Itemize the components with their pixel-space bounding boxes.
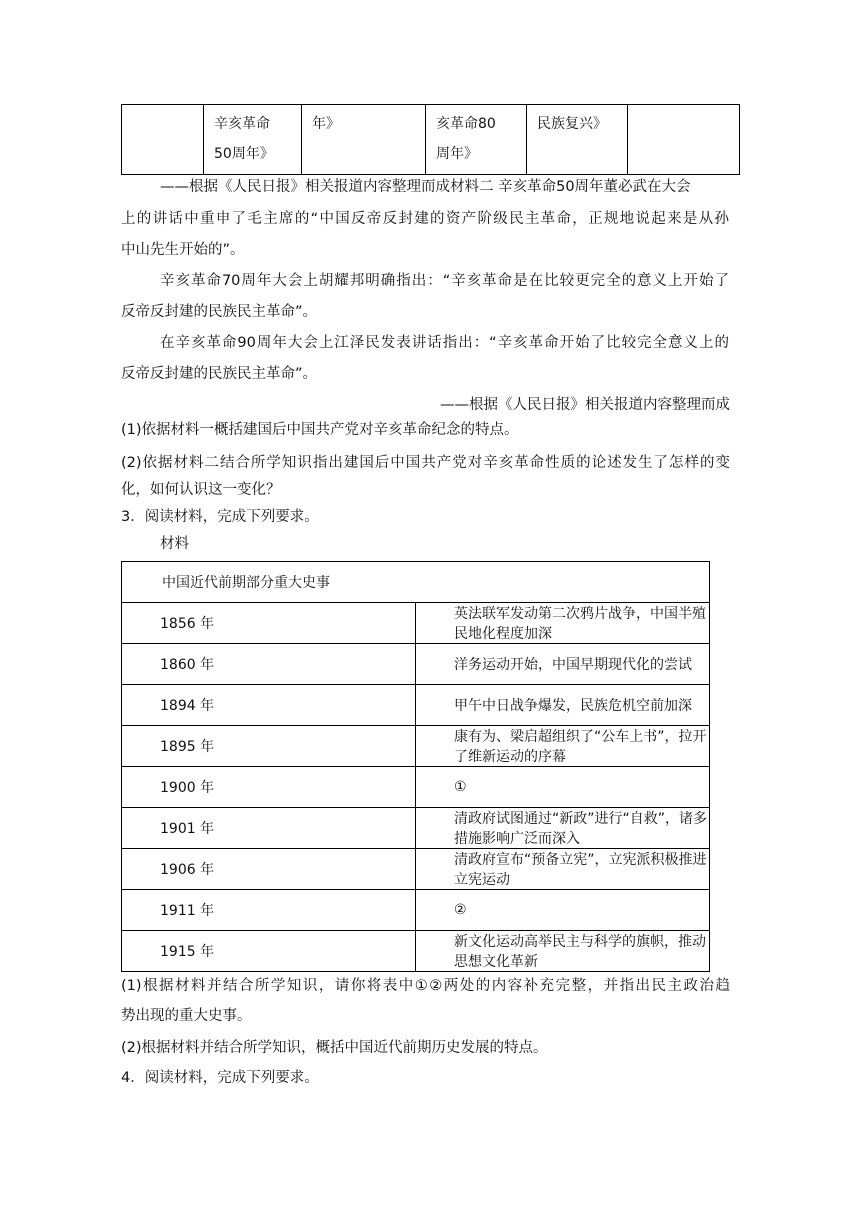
question-3-1-line: (1)根据材料并结合所学知识，请你将表中①②两处的内容补充完整，并指出民主政治趋 [121, 978, 730, 994]
table-row [122, 767, 710, 808]
year-cell: 1894 年 [122, 685, 416, 726]
event-cell: 甲午中日战争爆发，民族危机空前加深 [416, 685, 710, 726]
table-cell [628, 105, 740, 175]
event-cell: 清政府试图通过“新政”进行“自救”，诸多措施影响广泛而深入 [416, 808, 710, 849]
event-cell: 清政府宣布“预备立宪”，立宪派积极推进立宪运动 [416, 849, 710, 890]
event-cell: 康有为、梁启超组织了“公车上书”，拉开了维新运动的序幕 [416, 726, 710, 767]
table-row [122, 931, 710, 972]
question-1: (1)依据材料一概括建国后中国共产党对辛亥革命纪念的特点。 [121, 422, 519, 438]
event-cell: 英法联军发动第二次鸦片战争，中国半殖民地化程度加深 [416, 603, 710, 644]
source-note: ——根据《人民日报》相关报道内容整理而成 [160, 179, 450, 195]
paragraph-line: 在辛亥革命90周年大会上江泽民发表讲话指出：“辛亥革命开始了比较完全意义上的 [160, 335, 729, 351]
year-cell: 1901 年 [122, 808, 416, 849]
source-note: ——根据《人民日报》相关报道内容整理而成 [440, 397, 730, 413]
table-row [122, 644, 710, 685]
event-cell-blank-2: ② [416, 890, 710, 931]
material-label: 材料 [160, 536, 189, 552]
table-row [122, 890, 710, 931]
year-cell: 1900 年 [122, 767, 416, 808]
year-cell: 1911 年 [122, 890, 416, 931]
anniversary-table-fragment [121, 104, 740, 175]
events-table [121, 561, 710, 972]
table-cell: 民族复兴》 [527, 105, 628, 175]
table-row [122, 726, 710, 767]
year-cell: 1906 年 [122, 849, 416, 890]
year-cell: 1915 年 [122, 931, 416, 972]
question-2-line: (2)依据材料二结合所学知识指出建国后中国共产党对辛亥革命性质的论述发生了怎样的变 [121, 455, 730, 471]
table-row [122, 808, 710, 849]
event-cell-blank-1: ① [416, 767, 710, 808]
event-cell: 洋务运动开始，中国早期现代化的尝试 [416, 644, 710, 685]
material2-line: 上的讲话中重申了毛主席的“中国反帝反封建的资产阶级民主革命，正规地说起来是从孙 [121, 211, 729, 227]
paragraph-line: 反帝反封建的民族民主革命”。 [121, 304, 318, 320]
material2-line: 中山先生开始的”。 [121, 242, 245, 258]
table-cell [122, 105, 204, 175]
question-3-2: (2)根据材料并结合所学知识，概括中国近代前期历史发展的特点。 [121, 1040, 548, 1056]
table-row [122, 603, 710, 644]
paragraph-line: 辛亥革命70周年大会上胡耀邦明确指出：“辛亥革命是在比较更完全的意义上开始了 [160, 273, 729, 289]
question-2-line: 化，如何认识这一变化？ [121, 482, 281, 498]
section-4-heading: 4．阅读材料，完成下列要求。 [121, 1070, 319, 1086]
year-cell: 1895 年 [122, 726, 416, 767]
material2-text: 辛亥革命50周年董必武在大会 [498, 179, 691, 195]
paragraph-line: 反帝反封建的民族民主革命”。 [121, 366, 318, 382]
table-title: 中国近代前期部分重大史事 [122, 562, 710, 603]
table-cell: 辛亥革命 50周年》 [204, 105, 302, 175]
table-row [122, 849, 710, 890]
table-cell: 亥革命80 周年》 [426, 105, 527, 175]
year-cell: 1856 年 [122, 603, 416, 644]
table-row [122, 685, 710, 726]
table-cell: 年》 [302, 105, 426, 175]
section-3-heading: 3．阅读材料，完成下列要求。 [121, 509, 319, 525]
material2-heading: 材料二 [450, 179, 494, 195]
event-cell: 新文化运动高举民主与科学的旗帜，推动思想文化革新 [416, 931, 710, 972]
question-3-1-line: 势出现的重大史事。 [121, 1008, 252, 1024]
year-cell: 1860 年 [122, 644, 416, 685]
material1-source-line [160, 177, 691, 197]
